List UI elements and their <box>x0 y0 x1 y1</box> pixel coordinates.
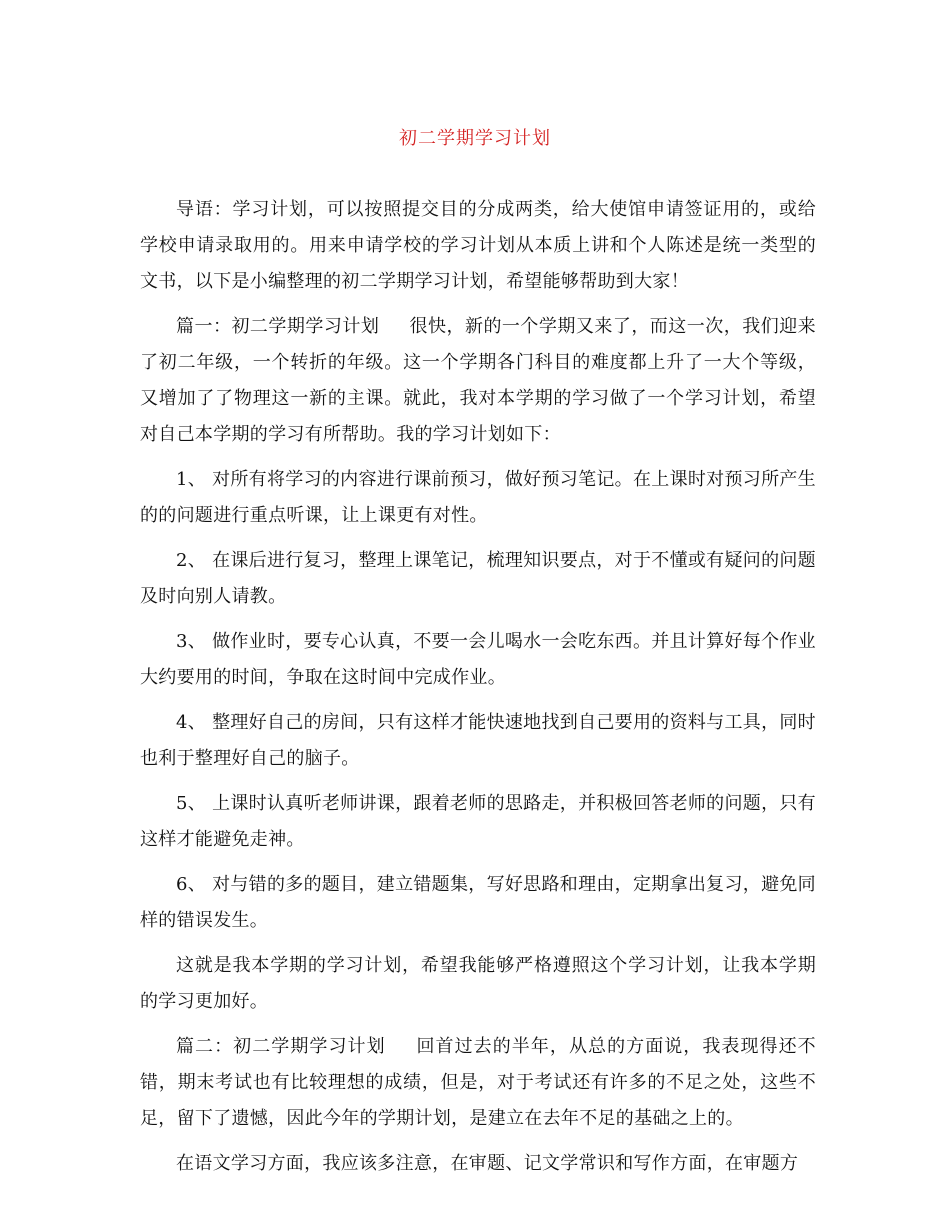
document-body <box>140 192 816 1191</box>
plan-item-5: 5、 上课时认真听老师讲课，跟着老师的思路走，并积极回答老师的问题，只有这样才能避免走神。 <box>140 793 816 850</box>
section-one-text: 很快，新的一个学期又来了，而这一次，我们迎来了初二年级，一个转折的年级。这一个学期各门科目的难度都上升了一大个等级，又增加了了物理这一新的主课。就此，我对本学期的学习做了一个学习计划，希望对自己本学期的学习有所帮助。我的学习计划如下： <box>140 316 816 445</box>
plan-item-4: 4、 整理好自己的房间，只有这样才能快速地找到自己要用的资料与工具，同时也利于整理好自己的脑子。 <box>140 712 816 769</box>
conclusion-paragraph: 这就是我本学期的学习计划，希望我能够严格遵照这个学习计划，让我本学期的学习更加好。 <box>140 955 816 1012</box>
page-title: 初二学期学习计划 <box>399 128 551 149</box>
section-one-heading: 篇一：初二学期学习计划 <box>176 316 380 337</box>
section-one-paragraph <box>140 309 816 453</box>
plan-item-3: 3、 做作业时，要专心认真，不要一会儿喝水一会吃东西。并且计算好每个作业大约要用的时间，争取在这时间中完成作业。 <box>140 631 816 688</box>
plan-item-2: 2、 在课后进行复习，整理上课笔记，梳理知识要点，对于不懂或有疑问的问题及时向别人请教。 <box>140 550 816 607</box>
chinese-study-paragraph: 在语文学习方面，我应该多注意，在审题、记文学常识和写作方面，在审题方 <box>176 1153 799 1174</box>
section-two-heading: 篇二：初二学期学习计划 <box>176 1036 386 1057</box>
section-two-text: 回首过去的半年，从总的方面说，我表现得还不错，期末考试也有比较理想的成绩，但是，对于考试还有许多的不足之处，这些不足，留下了遗憾，因此今年的学期计划，是建立在去年不足的基础之上的。 <box>140 1036 816 1129</box>
plan-item-1: 1、 对所有将学习的内容进行课前预习，做好预习笔记。在上课时对预习所产生的的问题进行重点听课，让上课更有对性。 <box>140 469 816 526</box>
section-two-paragraph <box>140 1029 816 1137</box>
plan-item-6: 6、 对与错的多的题目，建立错题集，写好思路和理由，定期拿出复习，避免同样的错误发生。 <box>140 874 816 931</box>
intro-paragraph: 导语：学习计划，可以按照提交目的分成两类，给大使馆申请签证用的，或给学校申请录取用的。用来申请学校的学习计划从本质上讲和个人陈述是统一类型的文书，以下是小编整理的初二学期学习计划，希望能够帮助到大家！ <box>140 199 816 292</box>
